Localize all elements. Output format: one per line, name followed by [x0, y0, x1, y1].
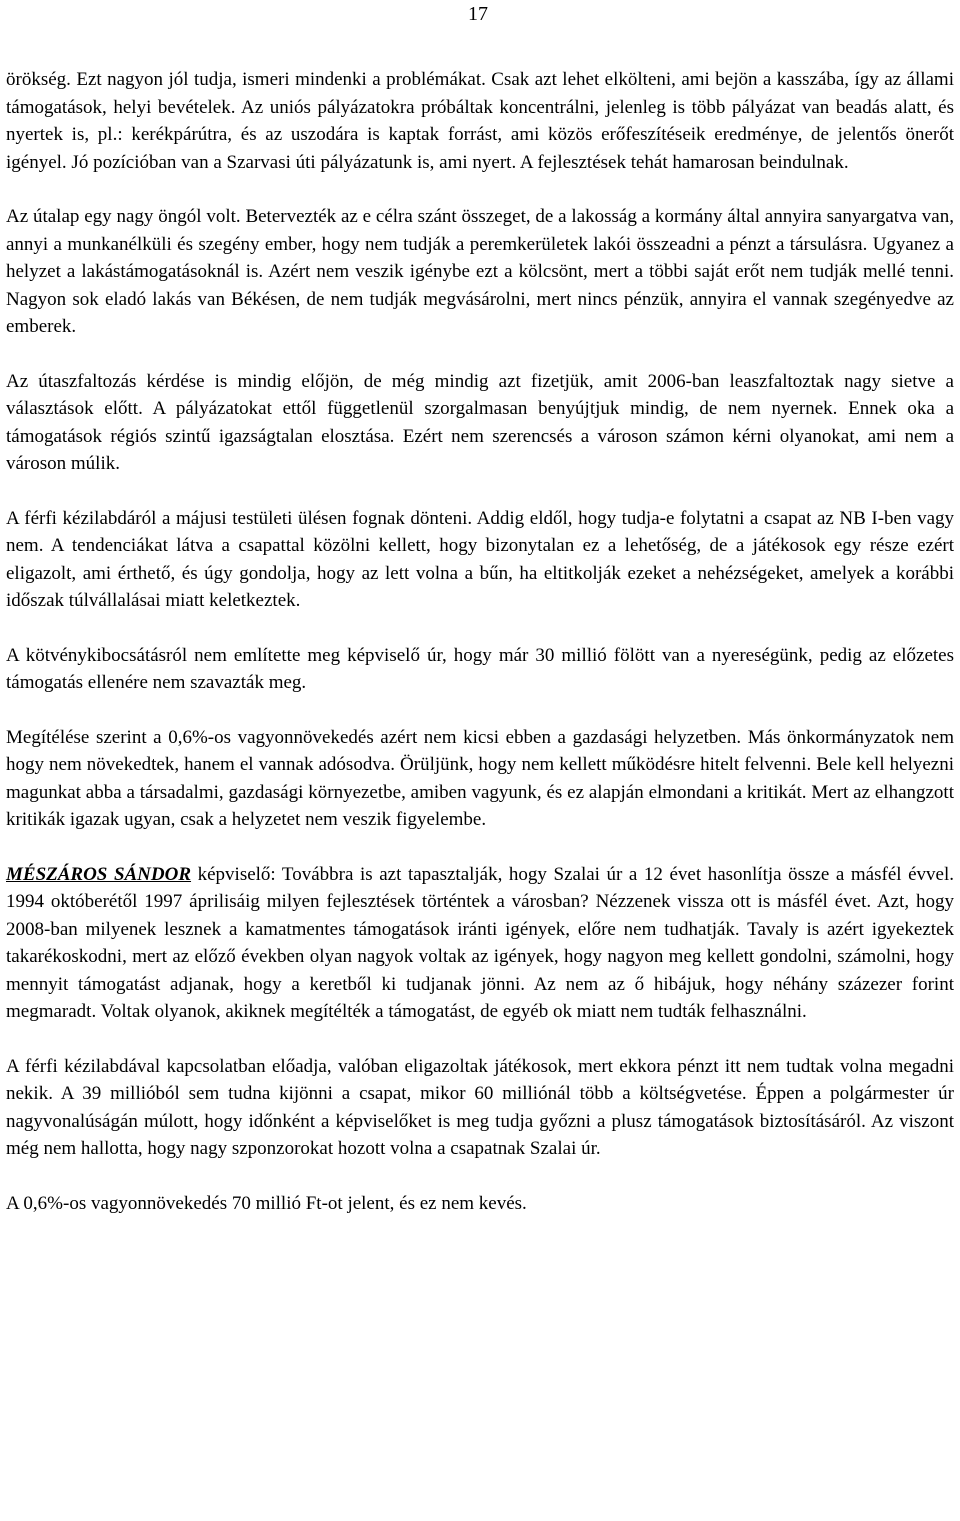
speaker-name: MÉSZÁROS SÁNDOR — [6, 863, 192, 885]
paragraph-5: A kötvénykibocsátásról nem említette meg képviselő úr, hogy már 30 millió fölött van a nyereségünk, pedig az előzetes támogatás ellenére nem szavazták meg. — [6, 644, 954, 693]
paragraph-4: A férfi kézilabdáról a májusi testületi ülésen fognak dönteni. Addig eldől, hogy tudja-e folytatni a csapat az NB I-ben vagy nem. A tendenciákat látva a csapattal közölni kellett, hogy bizonytalan ez a lehetőség, de a játékosok egy része ezért eligazolt, ami érthető, és úgy gondolja, hogy az lett volna a bűn, ha eltitkolják ezeket a nehézségeket, amelyek a korábbi időszak túlvállalásai miatt keletkeztek. — [6, 507, 954, 611]
paragraph-8: A férfi kézilabdával kapcsolatban előadja, valóban eligazoltak játékosok, mert ekkora pénzt itt nem tudtak volna megadni nekik. A 39 millióból sem tudna kijönni a csapat, mikor 60 milliónál több a költségvetése. Éppen a polgármester úr nagyvonalúságán múlott, hogy időnként a képviselőket is meg tudja győzni a plusz támogatások biztosításáról. Az viszont még nem hallotta, hogy nagy szponzorokat hozott volna a csapatnak Szalai úr. — [6, 1055, 954, 1159]
paragraph-3: Az útaszfaltozás kérdése is mindig előjön, de még mindig azt fizetjük, amit 2006-ban leaszfaltoztak nagy sietve a választások előtt. A pályázatokat ettől függetlenül szorgalmasan benyújtjuk mindig, de nem nyernek. Ennek oka a támogatások régiós szintű igazságtalan elosztása. Ezért nem szerencsés a városon számon kérni olyanokat, ami nem a városon múlik. — [6, 370, 954, 474]
paragraph-6: Megítélése szerint a 0,6%-os vagyonnövekedés azért nem kicsi ebben a gazdasági helyzetben. Más önkormányzatok nem hogy nem növekedtek, hanem el vannak adósodva. Örüljünk, hogy nem kellett működésre hitelt felvenni. Bele kell helyezni magunkat abba a társadalmi, gazdasági környezetbe, amiben vagyunk, és ez alapján elmondani a kritikát. Mert az elhangzott kritikák igazak ugyan, csak a helyzetet nem veszik figyelembe. — [6, 726, 954, 830]
speaker-statement: képviselő: Továbbra is azt tapasztalják, hogy Szalai úr a 12 évet hasonlítja össze a másfél évvel. 1994 októberétől 1997 áprilisáig milyen fejlesztések történtek a városban? Nézzenek vissza ott is másfél évet. Azt, hogy 2008-ban milyenek lesznek a kamatmentes támogatások iránti igények, előre nem tudhatják. Tavaly is azért igyekeztek takarékoskodni, mert az előző években olyan nagyok voltak az igények, hogy nagyon meg kellett gondolni, számolni, hogy mennyit támogatást adjanak, hogy a keretből ki tudjanak jönni. Az nem az ő hibájuk, hogy néhány százezer forint megmaradt. Voltak olyanok, akiknek megítélték a támogatást, de egyéb ok miatt nem tudták felhasználni. — [6, 863, 954, 1022]
paragraph-1: örökség. Ezt nagyon jól tudja, ismeri mindenki a problémákat. Csak azt lehet elkölteni, ami bejön a kasszába, így az állami támogatások, helyi bevételek. Az uniós pályázatokra próbáltak koncentrálni, jelenleg is több pályázat van beadás alatt, és nyertek is, pl.: kerékpárútra, és az uszodára is kaptak forrást, ami közös erőfeszítéseik eredménye, de jelentős önerőt igényel. Jó pozícióban van a Szarvasi úti pályázatunk is, ami nyert. A fejlesztések tehát hamarosan beindulnak. — [6, 69, 954, 173]
document-body — [6, 66, 954, 1244]
page-number: 17 — [468, 3, 488, 25]
paragraph-2: Az útalap egy nagy öngól volt. Betervezték az e célra szánt összeget, de a lakosság a kormány által annyira sanyargatva van, annyi a munkanélküli és szegény ember, hogy nem tudják a peremkerületek lakói összeadni a pénzt a társulásra. Ugyanez a helyzet a lakástámogatásoknál is. Azért nem veszik igénybe ezt a kölcsönt, mert a többi saját erőt nem tudják mellé tenni. Nagyon sok eladó lakás van Békésen, de nem tudják megvásárolni, mert nincs pénzük, annyira el vannak szegényedve az emberek. — [6, 206, 954, 337]
paragraph-7 — [6, 861, 954, 1026]
paragraph-9: A 0,6%-os vagyonnövekedés 70 millió Ft-ot jelent, és ez nem kevés. — [6, 1192, 527, 1214]
